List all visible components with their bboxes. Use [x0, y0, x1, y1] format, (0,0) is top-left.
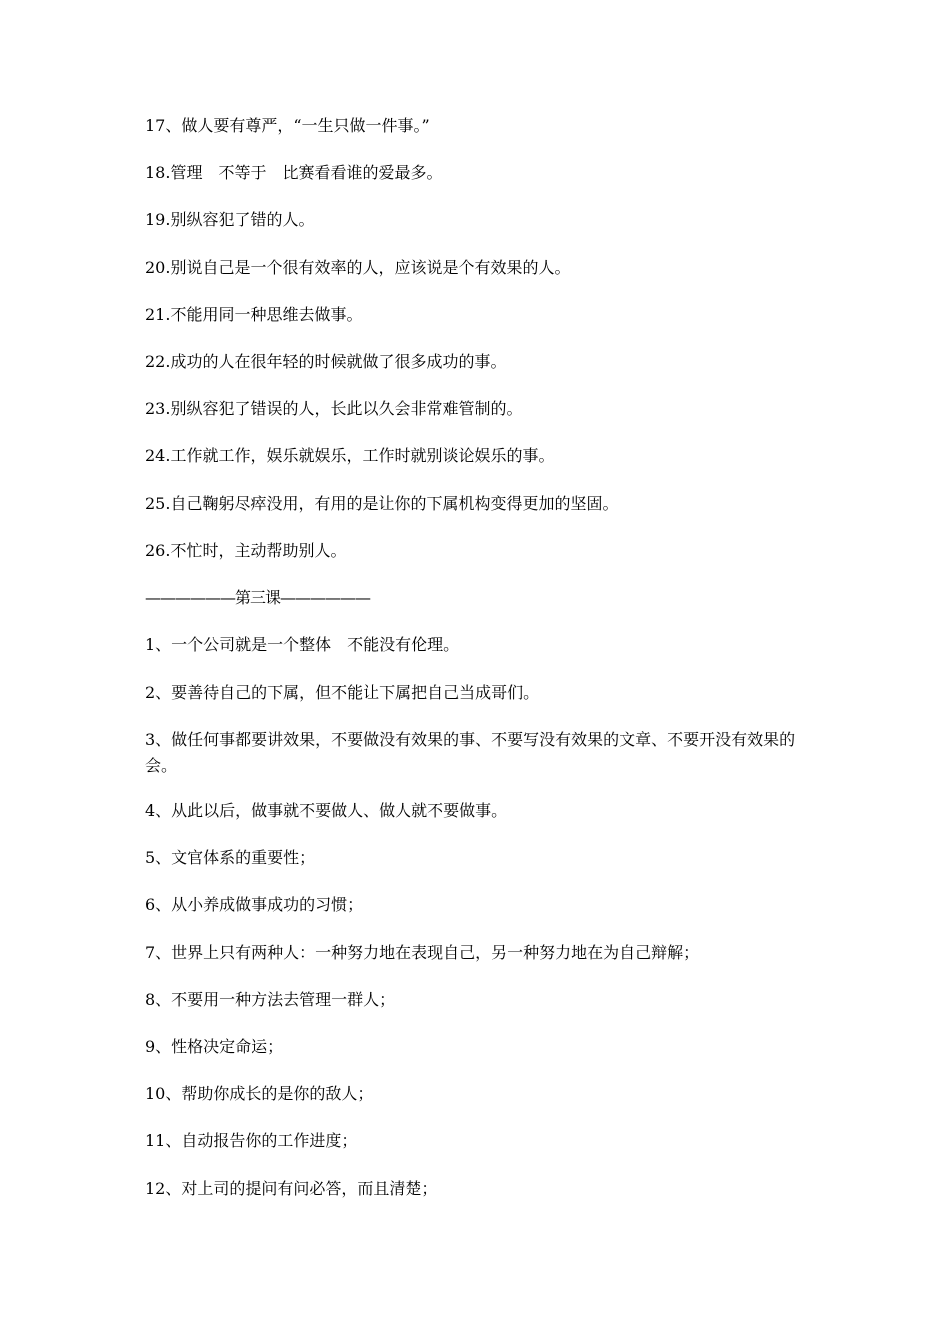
text-line: 11、自动报告你的工作进度； [145, 1131, 358, 1150]
text-line: 24.工作就工作，娱乐就娱乐，工作时就别谈论娱乐的事。 [145, 446, 555, 465]
text-line: 17、做人要有尊严，“一生只做一件事。” [145, 116, 430, 135]
text-line: 18.管理 不等于 比赛看看谁的爱最多。 [145, 163, 443, 182]
text-line: 4、从此以后，做事就不要做人、做人就不要做事。 [145, 801, 508, 820]
text-line: 21.不能用同一种思维去做事。 [145, 305, 363, 324]
text-line: 7、世界上只有两种人：一种努力地在表现自己，另一种努力地在为自己辩解； [145, 943, 700, 962]
text-line: 9、性格决定命运； [145, 1037, 284, 1056]
text-line: 8、不要用一种方法去管理一群人； [145, 990, 396, 1009]
text-line: 3、做任何事都要讲效果，不要做没有效果的事、不要写没有效果的文章、不要开没有效果的会。 [145, 730, 796, 775]
section-divider: ——————第三课—————— [145, 588, 371, 607]
text-line: 5、文官体系的重要性； [145, 848, 316, 867]
text-line: 22.成功的人在很年轻的时候就做了很多成功的事。 [145, 352, 507, 371]
text-line: 12、对上司的提问有问必答，而且清楚； [145, 1179, 438, 1198]
text-line: 19.别纵容犯了错的人。 [145, 210, 315, 229]
text-line: 6、从小养成做事成功的习惯； [145, 895, 364, 914]
text-line: 25.自己鞠躬尽瘁没用，有用的是让你的下属机构变得更加的坚固。 [145, 494, 619, 513]
text-line: 10、帮助你成长的是你的敌人； [145, 1084, 374, 1103]
text-line: 2、要善待自己的下属，但不能让下属把自己当成哥们。 [145, 683, 540, 702]
text-line: 23.别纵容犯了错误的人，长此以久会非常难管制的。 [145, 399, 523, 418]
text-line: 1、一个公司就是一个整体 不能没有伦理。 [145, 635, 460, 654]
text-line: 20.别说自己是一个很有效率的人，应该说是个有效果的人。 [145, 258, 571, 277]
text-line: 26.不忙时，主动帮助别人。 [145, 541, 347, 560]
